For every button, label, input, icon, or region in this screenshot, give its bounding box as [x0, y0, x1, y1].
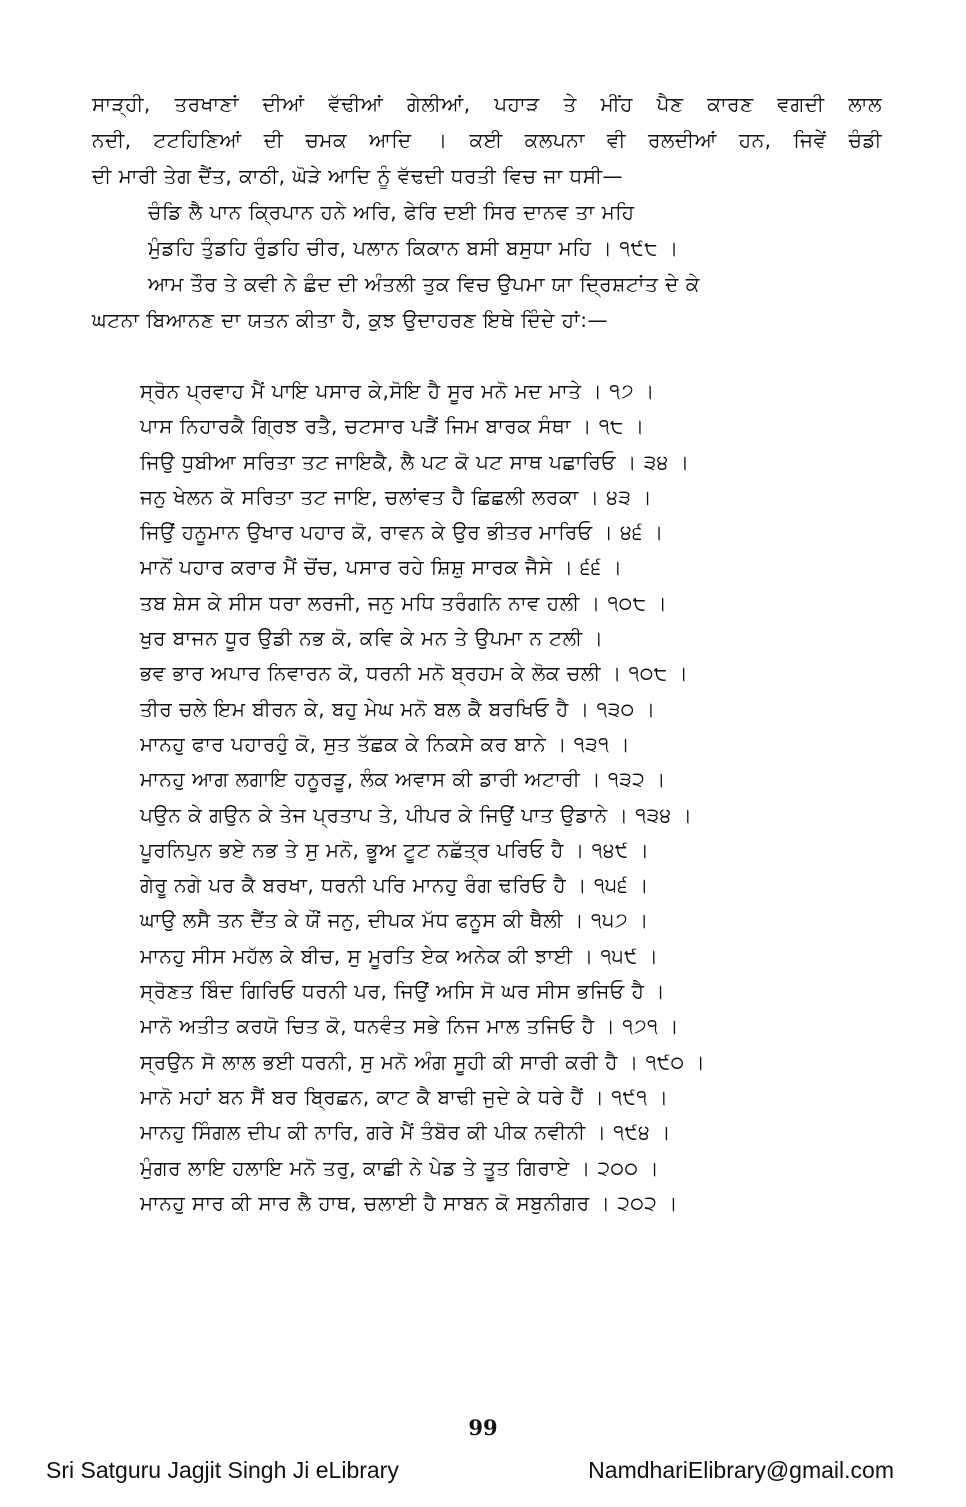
verse-line: ਮਾਨੋਂ ਪਹਾਰ ਕਰਾਰ ਮੈਂ ਚੋਂਚ, ਪਸਾਰ ਰਹੇ ਸ਼ਿਸ਼ੁ ਸਾਰਕ ਜੈਸੇ । ੬੬ । [140, 555, 623, 580]
verse-line: ਭਵ ਭਾਰ ਅਪਾਰ ਨਿਵਾਰਨ ਕੋ, ਧਰਨੀ ਮਨੋ ਬ੍ਰਹਮ ਕੇ ਲੋਕ ਚਲੀ । ੧੦੮ । [140, 661, 689, 686]
verse-line: ਤਬ ਸ਼ੇਸ ਕੇ ਸੀਸ ਧਰਾ ਲਰਜੀ, ਜਨੁ ਮਧਿ ਤਰੰਗਨਿ ਨਾਵ ਹਲੀ । ੧੦੮ । [140, 590, 668, 615]
verse-line: ਸ੍ਰਉਨ ਸੋ ਲਾਲ ਭਈ ਧਰਨੀ, ਸੁ ਮਨੋ ਅੰਗ ਸੂਹੀ ਕੀ ਸਾਰੀ ਕਰੀ ਹੈ । ੧੯੦ । [140, 1049, 706, 1074]
intro-line-3: ਦੀ ਮਾਰੀ ਤੇਗ ਦੈਂਤ, ਕਾਠੀ, ਘੋੜੇ ਆਦਿ ਨੂੰ ਵੱਢਦੀ ਧਰਤੀ ਵਿਚ ਜਾ ਧਸੀ— [92, 164, 624, 188]
verse-line: ਮਾਨਹੁ ਸੀਸ ਮਹੱਲ ਕੇ ਬੀਚ, ਸੁ ਮੂਰਤਿ ਏਕ ਅਨੇਕ ਕੀ ਝਾਈ । ੧੫੯ । [140, 943, 659, 968]
verse-line: ਖੁਰ ਬਾਜਨ ਧੂਰ ਉਡੀ ਨਭ ਕੋ, ਕਵਿ ਕੇ ਮਨ ਤੇ ਉਪਮਾ ਨ ਟਲੀ । [140, 626, 604, 651]
verse-line: ਪੂਰਨਿਪੁਨ ਭਏ ਨਭ ਤੇ ਸੁ ਮਨੋ, ਭੂਅ ਟੂਟ ਨਛੱਤ੍ਰ ਪਰਿਓ ਹੈ । ੧੪੯ । [140, 837, 650, 862]
page-number: 99 [468, 1415, 498, 1440]
quote-line-1: ਚੰਡਿ ਲੈ ਪਾਨ ਕ੍ਰਿਪਾਨ ਹਨੇ ਅਰਿ, ਫੇਰਿ ਦਈ ਸਿਰ ਦਾਨਵ ਤਾ ਮਹਿ [148, 200, 635, 224]
verse-line: ਮਾਨਹੁ ਆਗ ਲਗਾਇ ਹਨੂਰੜੂ, ਲੰਕ ਅਵਾਸ ਕੀ ਡਾਰੀ ਅਟਾਰੀ । ੧੩੨ । [140, 767, 666, 792]
verse-line: ਮਾਨਹੁ ਫਾਰ ਪਹਾਰਹੁੰ ਕੋ, ਸੁਤ ਤੱਛਕ ਕੇ ਨਿਕਸੇ ਕਰ ਬਾਨੇ । ੧੩੧ । [140, 731, 631, 756]
verse-line: ਮਾਨੋ ਅਤੀਤ ਕਰਯੋ ਚਿਤ ਕੋ, ਧਨਵੰਤ ਸਭੇ ਨਿਜ ਮਾਲ ਤਜਿਓ ਹੈ । ੧੭੧ । [140, 1014, 680, 1039]
verse-line: ਸ੍ਰੋਨ ਪ੍ਰਵਾਹ ਮੈਂ ਪਾਇ ਪਸਾਰ ਕੇ,ਸੋਇ ਹੈ ਸੂਰ ਮਨੋ ਮਦ ਮਾਤੇ । ੧੭ । [140, 379, 655, 403]
verse-list [140, 374, 880, 1221]
verse-line: ਤੀਰ ਚਲੇ ਇਮ ਬੀਰਨ ਕੇ, ਬਹੁ ਮੇਘ ਮਨੋ ਬਲ ਕੈ ਬਰਖਿਓ ਹੈ । ੧੩੦ । [140, 696, 656, 721]
intro-line-1: ਸਾੜ੍ਹੀ, ਤਰਖਾਣਾਂ ਦੀਆਂ ਵੱਢੀਆਂ ਗੇਲੀਆਂ, ਪਹਾੜ ਤੇ ਮੀਂਹ ਪੈਣ ਕਾਰਣ ਵਗਦੀ ਲਾਲ [92, 92, 882, 116]
verse-line: ਪਉਨ ਕੇ ਗਉਨ ਕੇ ਤੇਜ ਪ੍ਰਤਾਪ ਤੇ, ਪੀਪਰ ਕੇ ਜਿਉਂ ਪਾਤ ਉਡਾਨੇ । ੧੩੪ । [140, 802, 693, 827]
verse-line: ਮੁੰਗਰ ਲਾਇ ਹਲਾਇ ਮਨੋ ਤਰੁ, ਕਾਛੀ ਨੇ ਪੇਡ ਤੇ ਤੂਤ ਗਿਰਾਏ । ੨੦੦ । [140, 1155, 660, 1180]
intro-line-2: ਨਦੀ, ਟਟਹਿਣਿਆਂ ਦੀ ਚਮਕ ਆਦਿ । ਕਈ ਕਲਪਨਾ ਵੀ ਰਲਦੀਆਂ ਹਨ, ਜਿਵੇਂ ਚੰਡੀ [92, 128, 882, 152]
verse-line: ਮਾਨਹੁ ਸਾਰ ਕੀ ਸਾਰ ਲੈ ਹਾਥ, ਚਲਾਈ ਹੈ ਸਾਬਨ ਕੋ ਸਬੁਨੀਗਰ । ੨੦੨ । [140, 1190, 679, 1215]
verse-line: ਮਾਨਹੁ ਸਿੰਗਲ ਦੀਪ ਕੀ ਨਾਰਿ, ਗਰੇ ਮੈਂ ਤੰਬੋਰ ਕੀ ਪੀਕ ਨਵੀਨੀ । ੧੯੪ । [140, 1120, 672, 1145]
quote-line-2: ਮੁੰਡਹਿ ਤੁੰਡਹਿ ਰੁੰਡਹਿ ਚੀਰ, ਪਲਾਨ ਕਿਕਾਨ ਬਸੀ ਬਸੁਧਾ ਮਹਿ । ੧੯੮ । [148, 236, 679, 260]
verse-line: ਘਾਉ ਲਸੈ ਤਨ ਦੈਂਤ ਕੇ ਯੌਂ ਜਨੁ, ਦੀਪਕ ਮੱਧ ਫਨੂਸ ਕੀ ਥੈਲੀ । ੧੫੭ । [140, 908, 649, 933]
verse-line: ਪਾਸ ਨਿਹਾਰਕੈ ਗ੍ਰਿਝ ਰਤੈ, ਚਟਸਾਰ ਪੜੈਂ ਜਿਮ ਬਾਰਕ ਸੰਥਾ । ੧੮ । [140, 414, 645, 439]
verse-line: ਸ੍ਰੋਣਤ ਬਿੰਦ ਗਿਰਿਓ ਧਰਨੀ ਪਰ, ਜਿਉਂ ਅਸਿ ਸੋ ਘਰ ਸੀਸ ਭਜਿਓ ਹੈ । [140, 979, 666, 1004]
para2-line-2: ਘਟਨਾ ਬਿਆਨਣ ਦਾ ਯਤਨ ਕੀਤਾ ਹੈ, ਕੁਝ ਉਦਾਹਰਣ ਇਥੇ ਦਿੰਦੇ ਹਾਂ:— [92, 308, 608, 332]
verse-line: ਗੇਰੂ ਨਗੇ ਪਰ ਕੈ ਬਰਖਾ, ਧਰਨੀ ਪਰਿ ਮਾਨਹੁ ਰੰਗ ਢਰਿਓ ਹੈ । ੧੫੬ । [140, 873, 649, 898]
verse-line: ਜਨੁ ਖੇਲਨ ਕੋ ਸਰਿਤਾ ਤਟ ਜਾਇ, ਚਲਾਂਵਤ ਹੈ ਛਿਛਲੀ ਲਰਕਾ । ੪੩ । [140, 484, 653, 509]
para2-line-1: ਆਮ ਤੌਰ ਤੇ ਕਵੀ ਨੇ ਛੰਦ ਦੀ ਅੰਤਲੀ ਤੁਕ ਵਿਚ ਉਪਮਾ ਯਾ ਦ੍ਰਿਸ਼ਟਾਂਤ ਦੇ ਕੇ [148, 272, 700, 296]
verse-line: ਮਾਨੋ ਮਹਾਂ ਬਨ ਸੈਂ ਬਰ ਬ੍ਰਿਛਨ, ਕਾਟ ਕੈ ਬਾਢੀ ਜੁਦੇ ਕੇ ਧਰੇ ਹੈਂ । ੧੯੧ । [140, 1084, 669, 1109]
verse-line: ਜਿਉ ਧੁਬੀਆ ਸਰਿਤਾ ਤਟ ਜਾਇਕੈ, ਲੈ ਪਟ ਕੋ ਪਟ ਸਾਥ ਪਛਾਰਿਓ । ੩੪ । [140, 449, 690, 474]
footer-email: NamdhariElibrary@gmail.com [588, 1457, 894, 1483]
verse-line: ਜਿਉਂ ਹਨੂਮਾਨ ਉਖਾਰ ਪਹਾਰ ਕੋ, ਰਾਵਨ ਕੇ ਉਰ ਭੀਤਰ ਮਾਰਿਓ । ੪੬ । [140, 520, 664, 545]
footer-library-name: Sri Satguru Jagjit Singh Ji eLibrary [46, 1457, 399, 1483]
body-text [92, 86, 882, 338]
